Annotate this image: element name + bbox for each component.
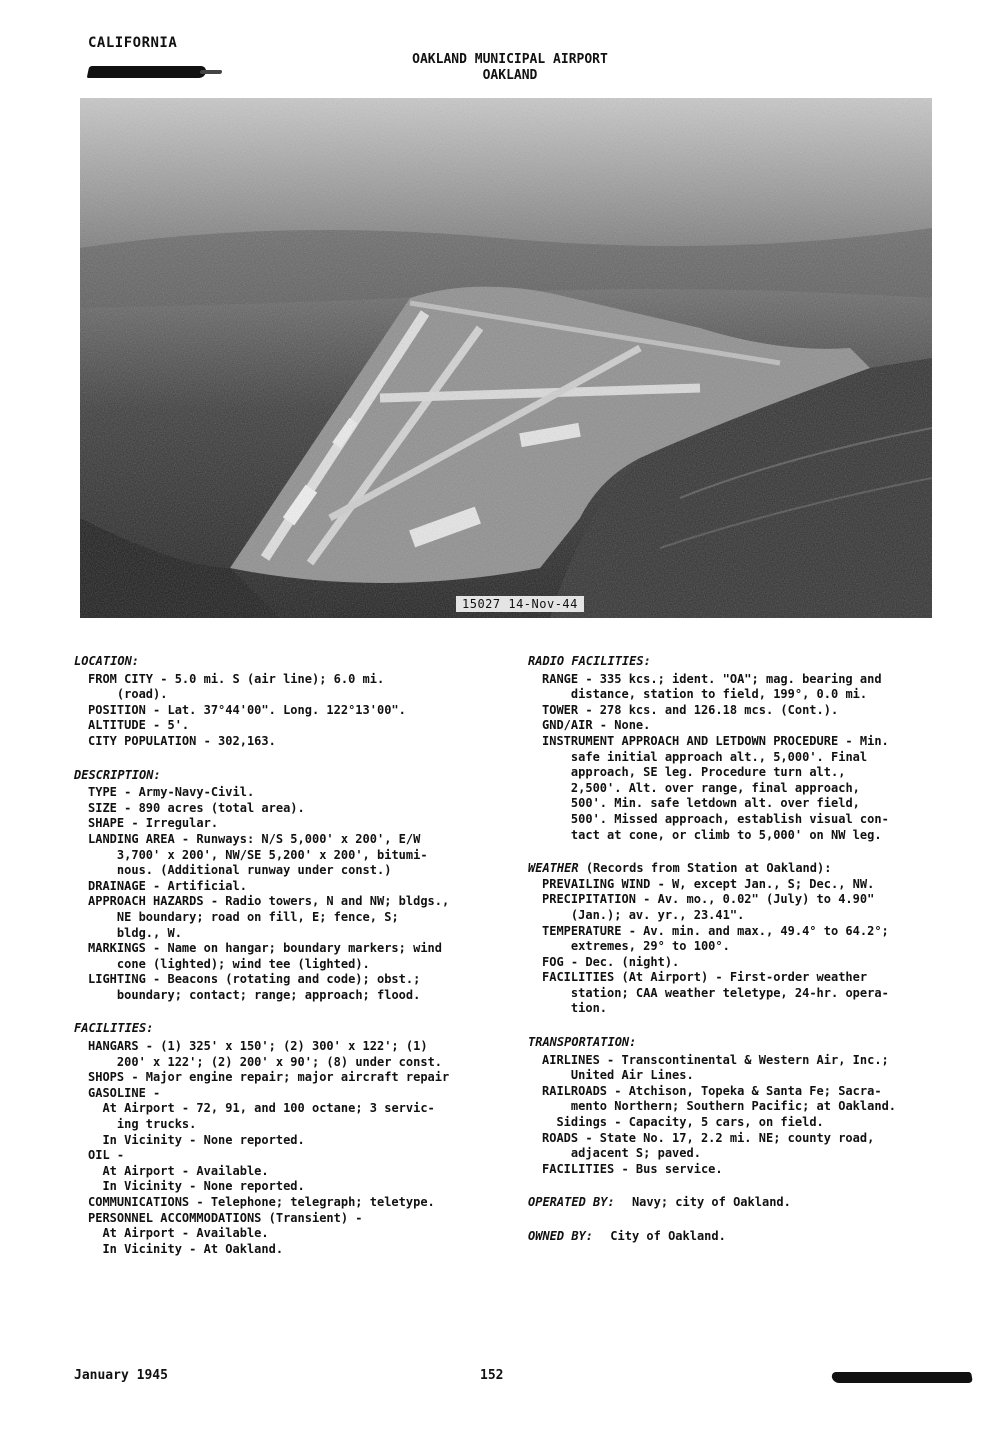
owned-by-value: City of Oakland. — [610, 1229, 726, 1243]
transportation-section — [528, 1035, 968, 1177]
weather-heading: WEATHER — [528, 861, 579, 876]
weather-line: FOG - Dec. (night). — [542, 954, 680, 969]
operated-by-value: Navy; city of Oakland. — [631, 1195, 791, 1210]
radio-line: RANGE - 335 kcs.; ident. "OA"; mag. bearing and — [542, 671, 882, 686]
location-line: FROM CITY - 5.0 mi. S (air line); 6.0 mi. — [88, 671, 385, 686]
photo-caption: 15027 14-Nov-44 — [456, 596, 584, 612]
transportation-line: ROADS - State No. 17, 2.2 mi. NE; county road, — [542, 1130, 875, 1145]
radio-line: 2,500'. Alt. over range, final approach, — [542, 780, 860, 795]
facilities-line: HANGARS - (1) 325' x 150'; (2) 300' x 122'; (1) — [88, 1039, 428, 1054]
description-line: LIGHTING - Beacons (rotating and code); obst.; — [88, 972, 421, 987]
state-heading: CALIFORNIA — [88, 35, 178, 51]
description-line: MARKINGS - Name on hangar; boundary markers; wind — [88, 941, 443, 956]
owned-by-label: OWNED BY: — [528, 1229, 594, 1243]
redaction-mark — [87, 66, 208, 78]
description-line: bldg., W. — [88, 925, 182, 940]
description-heading: DESCRIPTION: — [74, 767, 161, 782]
description-line: SHAPE - Irregular. — [88, 816, 219, 831]
radio-section — [528, 654, 968, 843]
location-line: CITY POPULATION - 302,163. — [88, 733, 276, 748]
radio-line: 500'. Missed approach, establish visual con- — [542, 811, 889, 826]
location-section — [74, 654, 494, 750]
facilities-line: SHOPS - Major engine repair; major aircraft repair — [88, 1070, 450, 1085]
transportation-line: RAILROADS - Atchison, Topeka & Santa Fe; Sacra- — [542, 1083, 882, 1098]
right-column — [528, 654, 968, 1245]
weather-line: tion. — [542, 1001, 608, 1016]
facilities-line: At Airport - Available. — [88, 1226, 269, 1241]
facilities-line: OIL - — [88, 1148, 125, 1163]
weather-line: (Jan.); av. yr., 23.41". — [542, 907, 745, 922]
radio-line: tact at cone, or climb to 5,000' on NW leg. — [542, 827, 882, 842]
transportation-line: AIRLINES - Transcontinental & Western Air, Inc.; — [542, 1052, 889, 1067]
transportation-heading: TRANSPORTATION: — [528, 1035, 637, 1050]
radio-line: GND/AIR - None. — [542, 718, 651, 733]
description-line: 3,700' x 200', NW/SE 5,200' x 200', bitumi- — [88, 847, 428, 862]
operated-by-label: OPERATED BY: — [528, 1195, 615, 1210]
airport-title: OAKLAND MUNICIPAL AIRPORT — [412, 52, 608, 67]
facilities-heading: FACILITIES: — [74, 1021, 154, 1036]
location-line: (road). — [88, 687, 168, 702]
radio-heading: RADIO FACILITIES: — [528, 654, 651, 668]
radio-line: distance, station to field, 199°, 0.0 mi. — [542, 687, 868, 702]
redaction-mark — [831, 1372, 973, 1383]
page-number: 152 — [480, 1368, 504, 1383]
weather-line: FACILITIES (At Airport) - First-order weather — [542, 970, 868, 985]
description-line: boundary; contact; range; approach; flood. — [88, 987, 421, 1002]
weather-section — [528, 861, 968, 1017]
description-line: APPROACH HAZARDS - Radio towers, N and NW; bldgs., — [88, 894, 450, 909]
radio-line: 500'. Min. safe letdown alt. over field, — [542, 796, 860, 811]
owned-by — [528, 1229, 968, 1245]
facilities-line: ing trucks. — [88, 1117, 197, 1132]
weather-subtitle: (Records from Station at Oakland): — [585, 861, 832, 876]
weather-line: TEMPERATURE - Av. min. and max., 49.4° to 64.2°; — [542, 923, 889, 938]
radio-line: TOWER - 278 kcs. and 126.18 mcs. (Cont.). — [542, 702, 839, 717]
transportation-line: mento Northern; Southern Pacific; at Oakland. — [542, 1099, 897, 1114]
description-line: NE boundary; road on fill, E; fence, S; — [88, 909, 399, 924]
airport-city: OAKLAND — [482, 68, 538, 83]
facilities-line: GASOLINE - — [88, 1085, 161, 1100]
radio-line: approach, SE leg. Procedure turn alt., — [542, 765, 846, 780]
operated-by — [528, 1195, 968, 1211]
weather-line: PRECIPITATION - Av. mo., 0.02" (July) to 4.90" — [542, 892, 875, 907]
description-line: nous. (Additional runway under const.) — [88, 863, 392, 878]
facilities-line: At Airport - Available. — [88, 1163, 269, 1178]
facilities-line: In Vicinity - At Oakland. — [88, 1241, 284, 1256]
facilities-line: PERSONNEL ACCOMMODATIONS (Transient) - — [88, 1210, 363, 1225]
description-line: DRAINAGE - Artificial. — [88, 878, 247, 893]
facilities-line: 200' x 122'; (2) 200' x 90'; (8) under const. — [88, 1054, 443, 1069]
location-heading: LOCATION: — [74, 654, 140, 668]
location-line: POSITION - Lat. 37°44'00". Long. 122°13'00". — [88, 702, 406, 717]
transportation-line: United Air Lines. — [542, 1068, 694, 1083]
transportation-line: FACILITIES - Bus service. — [542, 1161, 723, 1176]
radio-line: safe initial approach alt., 5,000'. Final — [542, 749, 868, 764]
weather-line: PREVAILING WIND - W, except Jan., S; Dec., NW. — [542, 876, 875, 891]
facilities-section — [74, 1021, 494, 1257]
facilities-line: At Airport - 72, 91, and 100 octane; 3 servic- — [88, 1101, 435, 1116]
aerial-photo — [80, 98, 932, 618]
location-line: ALTITUDE - 5'. — [88, 718, 190, 733]
footer-date: January 1945 — [74, 1368, 168, 1383]
transportation-line: Sidings - Capacity, 5 cars, on field. — [542, 1115, 824, 1130]
description-line: SIZE - 890 acres (total area). — [88, 800, 305, 815]
description-line: TYPE - Army-Navy-Civil. — [88, 785, 255, 800]
transportation-line: adjacent S; paved. — [542, 1146, 701, 1161]
left-column — [74, 654, 494, 1257]
weather-line: extremes, 29° to 100°. — [542, 939, 730, 954]
description-line: LANDING AREA - Runways: N/S 5,000' x 200', E/W — [88, 831, 421, 846]
facilities-line: In Vicinity - None reported. — [88, 1179, 305, 1194]
facilities-line: COMMUNICATIONS - Telephone; telegraph; teletype. — [88, 1195, 435, 1209]
description-line: cone (lighted); wind tee (lighted). — [88, 956, 370, 971]
description-section — [74, 768, 494, 1004]
facilities-line: In Vicinity - None reported. — [88, 1132, 305, 1147]
radio-line: INSTRUMENT APPROACH AND LETDOWN PROCEDURE - Min. — [542, 733, 889, 748]
weather-line: station; CAA weather teletype, 24-hr. opera- — [542, 985, 889, 1000]
